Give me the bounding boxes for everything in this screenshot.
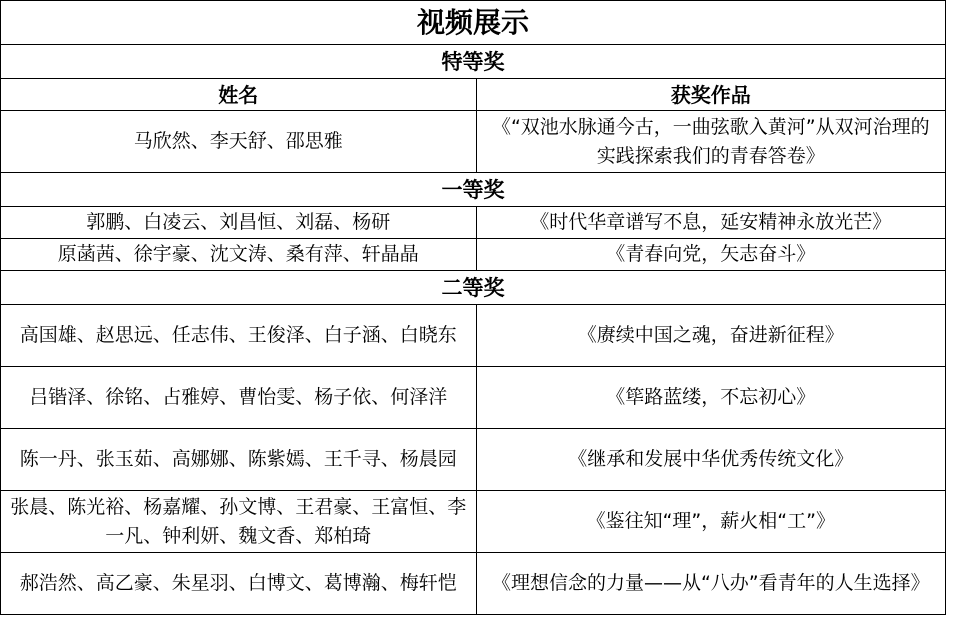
header-row — [1, 79, 946, 111]
work-cell: 《青春向党，矢志奋斗》 — [476, 239, 945, 271]
work-cell: 《时代华章谱写不息，延安精神永放光芒》 — [476, 207, 945, 239]
section-label-second-prize: 二等奖 — [1, 271, 946, 305]
table-row — [1, 305, 946, 367]
section-row-grand — [1, 45, 946, 79]
table-row — [1, 491, 946, 553]
section-row-second — [1, 271, 946, 305]
work-cell: 《“双池水脉通今古，一曲弦歌入黄河”从双河治理的实践探索我们的青春答卷》 — [476, 111, 945, 173]
names-cell: 郭鹏、白凌云、刘昌恒、刘磊、杨研 — [1, 207, 477, 239]
names-cell: 高国雄、赵思远、任志伟、王俊泽、白子涵、白晓东 — [1, 305, 477, 367]
section-label-grand-prize: 特等奖 — [1, 45, 946, 79]
column-header-work: 获奖作品 — [476, 79, 945, 111]
names-cell: 吕锴泽、徐铭、占雅婷、曹怡雯、杨子依、何泽洋 — [1, 367, 477, 429]
section-row-first — [1, 173, 946, 207]
table-row — [1, 111, 946, 173]
table-row — [1, 553, 946, 615]
names-cell: 马欣然、李天舒、邵思雅 — [1, 111, 477, 173]
names-cell: 郝浩然、高乙豪、朱星羽、白博文、葛博瀚、梅轩恺 — [1, 553, 477, 615]
section-label-first-prize: 一等奖 — [1, 173, 946, 207]
table-row — [1, 207, 946, 239]
names-cell: 陈一丹、张玉茹、高娜娜、陈紫嫣、王千寻、杨晨园 — [1, 429, 477, 491]
table-title: 视频展示 — [1, 1, 946, 45]
names-cell: 张晨、陈光裕、杨嘉耀、孙文博、王君豪、王富恒、李一凡、钟利妍、魏文香、郑柏琦 — [1, 491, 477, 553]
work-cell: 《赓续中国之魂，奋进新征程》 — [476, 305, 945, 367]
work-cell: 《理想信念的力量——从“八办”看青年的人生选择》 — [476, 553, 945, 615]
column-header-name: 姓名 — [1, 79, 477, 111]
work-cell: 《鉴往知“理”，薪火相“工”》 — [476, 491, 945, 553]
work-cell: 《继承和发展中华优秀传统文化》 — [476, 429, 945, 491]
table-row — [1, 239, 946, 271]
work-cell: 《筚路蓝缕，不忘初心》 — [476, 367, 945, 429]
names-cell: 原菡茜、徐宇豪、沈文涛、桑有萍、轩晶晶 — [1, 239, 477, 271]
table-row — [1, 367, 946, 429]
title-row — [1, 1, 946, 45]
table-row — [1, 429, 946, 491]
